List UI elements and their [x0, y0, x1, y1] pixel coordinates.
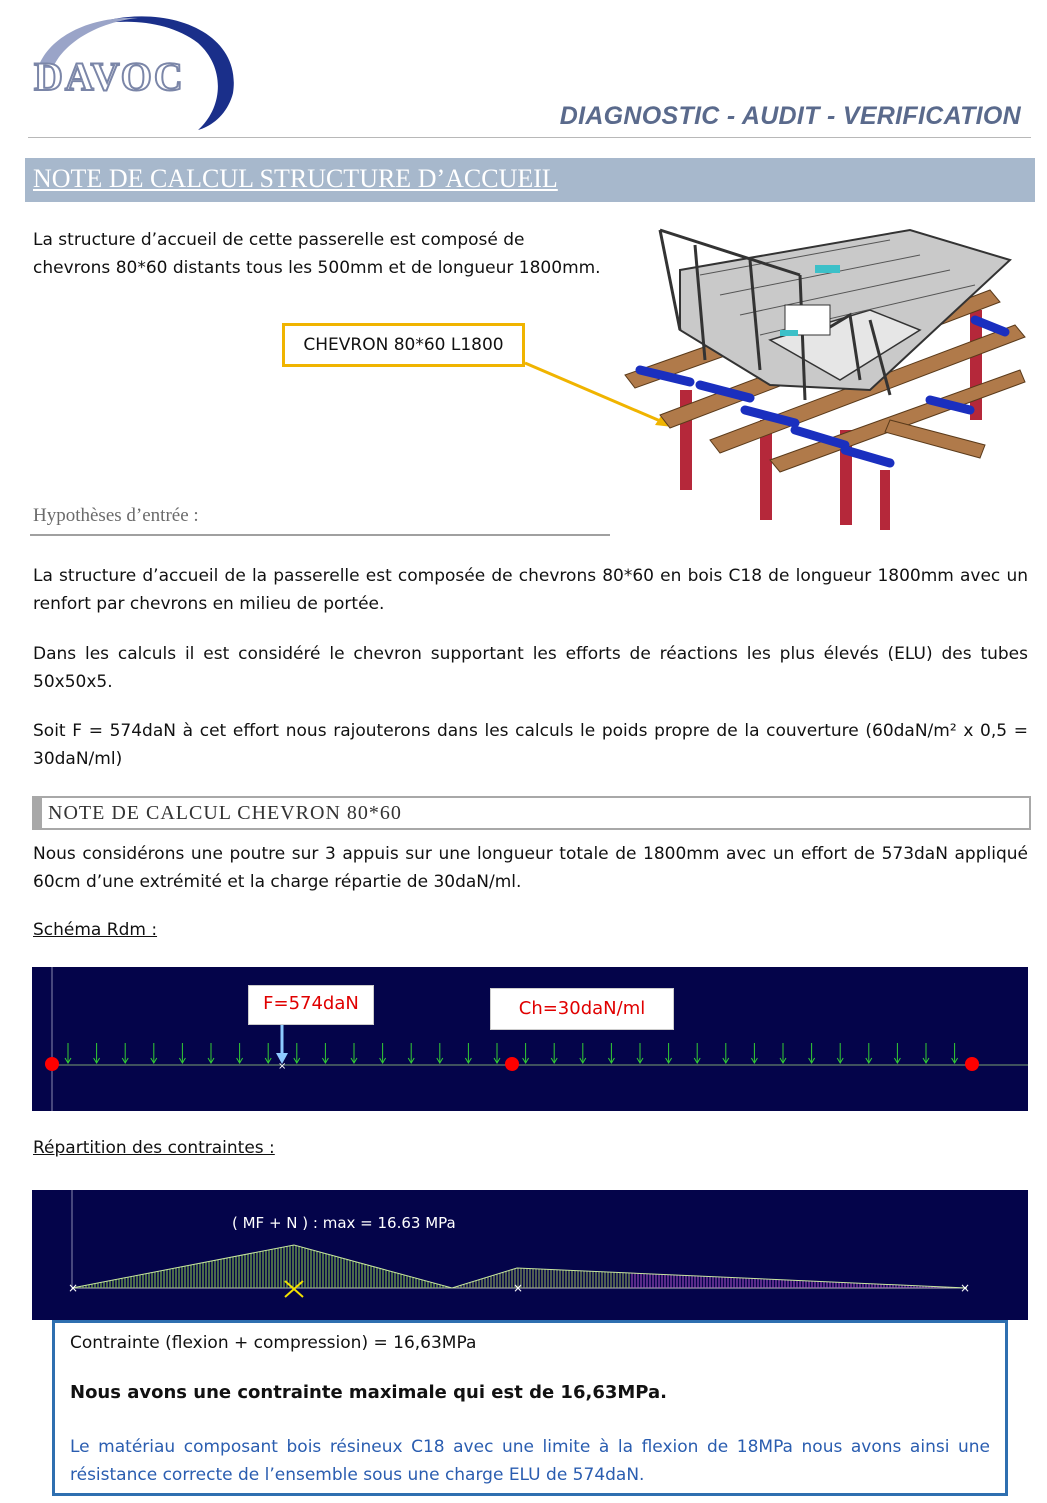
svg-text:×: × [960, 1281, 971, 1295]
max-stress-marker [285, 1281, 303, 1297]
stress-caption: ( MF + N ) : max = 16.63 MPa [232, 1214, 456, 1232]
stress-heading: Répartition des contraintes : [33, 1138, 275, 1158]
support-left [45, 1057, 59, 1071]
result-max-line: Nous avons une contrainte maximale qui est de 16,63MPa. [70, 1382, 667, 1403]
hypotheses-divider [30, 534, 610, 536]
intro-line-2: chevrons 80*60 distants tous les 500mm et de longueur 1800mm. [33, 258, 601, 278]
section-heading-box [32, 796, 1031, 830]
svg-text:DAVOC: DAVOC [34, 54, 185, 99]
intro-text [33, 226, 623, 282]
section-heading: NOTE DE CALCUL CHEVRON 80*60 [48, 802, 402, 824]
davoc-logo [28, 8, 243, 130]
header-divider [28, 137, 1031, 138]
support-middle [505, 1057, 519, 1071]
stress-diagram-panel [32, 1190, 1028, 1320]
svg-text:×: × [513, 1281, 524, 1295]
rdm-schema-panel [32, 967, 1028, 1111]
svg-text:×: × [68, 1281, 79, 1295]
section-paragraph: Nous considérons une poutre sur 3 appuis sur une longueur totale de 1800mm avec un effort de 573daN appliqué 60cm d’une extrémité et la charge répartie de 30daN/ml. [33, 844, 1028, 892]
force-label: F=574daN [248, 985, 374, 1025]
hypotheses-paragraph-2: Dans les calculs il est considéré le chevron supportant les efforts de réactions les plus élevés (ELU) des tubes 50x50x5. [33, 644, 1028, 692]
stress-diagram-drawing [32, 1190, 1028, 1320]
load-label: Ch=30daN/ml [490, 988, 674, 1030]
hypotheses-paragraph-3: Soit F = 574daN à cet effort nous rajouterons dans les calculs le poids propre de la couverture (60daN/m² x 0,5 = 30daN/ml) [33, 721, 1028, 769]
schema-heading: Schéma Rdm : [33, 920, 158, 940]
header-tagline: DIAGNOSTIC - AUDIT - VERIFICATION [559, 102, 1021, 130]
svg-text:×: × [278, 1061, 287, 1072]
chevron-callout: CHEVRON 80*60 L1800 [282, 323, 525, 367]
hypotheses-heading: Hypothèses d’entrée : [33, 505, 199, 526]
support-right [965, 1057, 979, 1071]
page-title: NOTE DE CALCUL STRUCTURE D’ACCUEIL [33, 164, 558, 193]
hypotheses-paragraph-1: La structure d’accueil de la passerelle est composée de chevrons 80*60 en bois C18 de longueur 1800mm avec un renfort par chevrons en milieu de portée. [33, 566, 1028, 614]
result-stress-line: Contrainte (flexion + compression) = 16,63MPa [70, 1333, 477, 1353]
intro-line-1: La structure d’accueil de cette passerelle est composé de [33, 230, 525, 250]
result-conclusion: Le matériau composant bois résineux C18 avec une limite à la flexion de 18MPa nous avons ainsi une résistance correcte de l’ensemble sous une charge ELU de 574daN. [70, 1437, 990, 1485]
structure-illustration [620, 220, 1030, 535]
page-title-banner [25, 158, 1035, 202]
result-box [52, 1320, 1008, 1496]
